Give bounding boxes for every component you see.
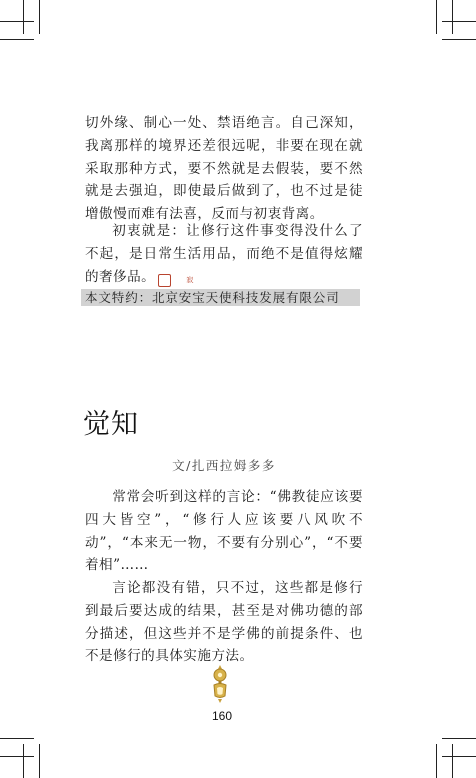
page-number: 160 (211, 709, 233, 723)
article-byline: 文/扎西拉姆多多 (172, 458, 276, 473)
prev-paragraph-2-text: 初衷就是：让修行这件事变得没什么了不起，是日常生活用品，而绝不是值得炫耀的奢侈品。 (85, 223, 363, 285)
sponsor-banner: 本文特约：北京安宝天使科技发展有限公司 (81, 289, 360, 306)
article-title: 觉知 (83, 409, 139, 440)
golden-lantern-icon (210, 664, 230, 708)
article-paragraph-1: 常常会听到这样的言论：“佛教徒应该要四大皆空”，“修行人应该要八风吹不动”，“本来无一物，不要有分别心”，“不要着相”…… (85, 489, 363, 574)
prev-paragraph-2 (85, 220, 363, 288)
article-paragraph-2: 言论都没有错，只不过，这些都是修行到最后要达成的结果，甚至是对佛功德的部分描述，但这些并不是学佛的前提条件、也不是修行的具体实施方法。 (85, 580, 363, 665)
end-seal-icon: 寂 (158, 274, 171, 287)
prev-paragraph-1: 切外缘、制心一处、禁语绝言。自己深知，我离那样的境界还差很远呢，非要在现在就采取那种方式，要不然就是去假装，要不然就是去强迫，即使最后做到了，也不过是徒增傲慢而难有法喜，反而与初衷背离。 (85, 115, 363, 223)
